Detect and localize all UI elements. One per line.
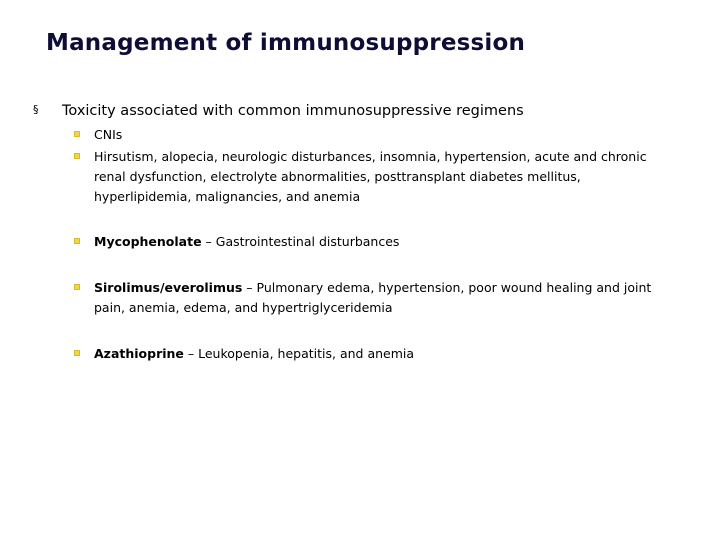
drug-name: CNIs xyxy=(94,127,123,142)
slide-title: Management of immunosuppression xyxy=(46,30,526,56)
sub-bullet-item-sirolimus xyxy=(74,278,674,318)
sub-bullet-item-mycophenolate xyxy=(74,232,674,252)
separator: – xyxy=(201,234,216,249)
separator: – xyxy=(242,280,257,295)
main-bullet-text: Toxicity associated with common immunosuppressive regimens xyxy=(62,103,524,119)
sub-bullet-item-cnis xyxy=(74,125,674,145)
sub-bullet-item-cni-effects xyxy=(74,147,674,207)
drug-effects: Leukopenia, hepatitis, and anemia xyxy=(198,346,415,361)
sub-bullet-text xyxy=(94,147,674,207)
drug-name: Sirolimus/everolimus xyxy=(94,280,243,295)
sub-bullet-text xyxy=(94,344,674,364)
square-bullet-icon xyxy=(74,153,80,159)
square-bullet-icon xyxy=(74,238,80,244)
sub-bullet-text xyxy=(94,278,674,318)
sub-bullet-text xyxy=(94,232,674,252)
square-bullet-icon: § xyxy=(33,103,39,116)
sub-bullet-item-azathioprine xyxy=(74,344,674,364)
sub-bullet-text xyxy=(94,125,674,145)
square-bullet-icon xyxy=(74,131,80,137)
drug-effects: Pulmonary edema, hypertension, poor wound healing and joint pain, anemia, edema, and hypertriglyceridemia xyxy=(94,280,652,315)
drug-name: Azathioprine xyxy=(94,346,184,361)
separator: – xyxy=(183,346,199,361)
square-bullet-icon xyxy=(74,350,80,356)
drug-effects: Hirsutism, alopecia, neurologic disturbances, insomnia, hypertension, acute and chronic renal dysfunction, electrolyte abnormalities, posttransplant diabetes mellitus, hyperlipidemia, malignancies, and anemia xyxy=(94,149,647,204)
drug-effects: Gastrointestinal disturbances xyxy=(215,234,400,249)
drug-name: Mycophenolate xyxy=(94,234,202,249)
square-bullet-icon xyxy=(74,284,80,290)
